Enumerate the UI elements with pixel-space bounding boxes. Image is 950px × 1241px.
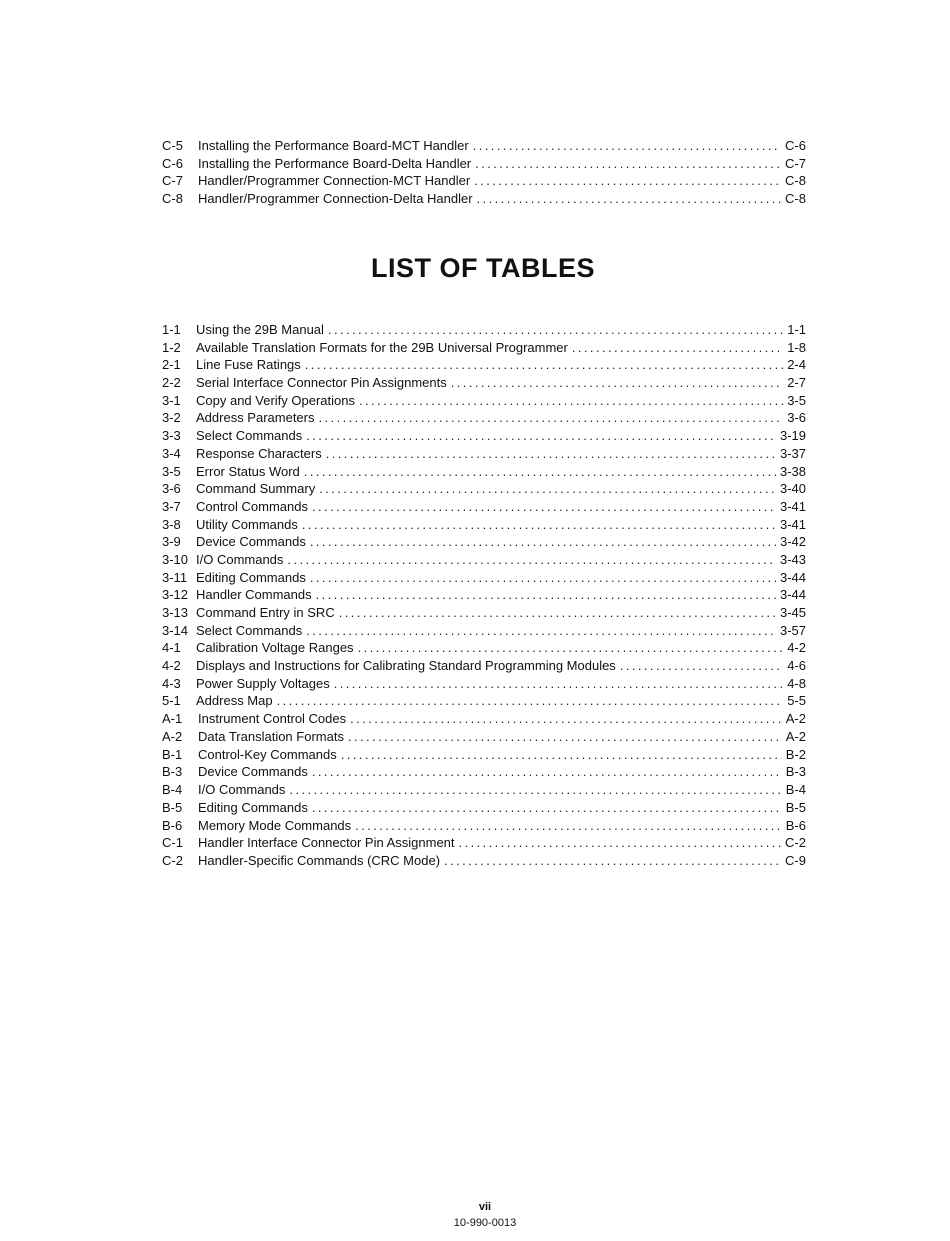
- toc-row: [162, 445, 806, 463]
- entry-page: 3-38: [779, 463, 806, 479]
- entry-number: 1-1: [162, 322, 181, 337]
- entry-page: C-8: [785, 173, 806, 189]
- entry-number: C-2: [162, 852, 183, 868]
- entry-page: 4-8: [787, 675, 806, 691]
- entry-page: 3-41: [779, 516, 806, 532]
- entry-title: Command Summary: [196, 481, 316, 497]
- entry-page: 4-2: [787, 640, 806, 656]
- dot-leader: [348, 728, 782, 746]
- entry-title: Installing the Performance Board-MCT Handler: [198, 138, 469, 153]
- toc-row: [162, 692, 806, 710]
- entry-number: 4-3: [162, 675, 181, 691]
- entry-number: 3-2: [162, 410, 181, 426]
- toc-row: [162, 137, 806, 155]
- dot-leader: [312, 799, 782, 817]
- dot-leader: [328, 321, 783, 339]
- dot-leader: [474, 172, 781, 190]
- toc-row: [162, 710, 806, 728]
- entry-number: 3-8: [162, 516, 181, 532]
- dot-leader: [572, 339, 783, 357]
- entry-number: B-5: [162, 799, 183, 815]
- entry-title: Using the 29B Manual: [196, 322, 324, 337]
- toc-row: [162, 657, 806, 675]
- page-heading: LIST OF TABLES: [371, 253, 595, 283]
- entry-number: 3-11: [162, 569, 188, 585]
- toc-row: [162, 155, 806, 173]
- entry-page: 1-8: [787, 339, 806, 355]
- entry-page: 4-6: [787, 658, 806, 674]
- toc-row: [162, 463, 806, 481]
- entry-number: 3-6: [162, 481, 181, 497]
- entry-number: B-3: [162, 764, 183, 780]
- dot-leader: [287, 551, 776, 569]
- entry-title: Handler Commands: [196, 587, 312, 603]
- list-of-tables-appendix: [162, 710, 806, 869]
- toc-row: [162, 569, 806, 587]
- list-of-tables: [162, 321, 806, 710]
- dot-leader: [319, 409, 784, 427]
- entry-page: B-2: [785, 746, 806, 762]
- entry-number: 3-12: [162, 587, 189, 603]
- toc-row: [162, 356, 806, 374]
- entry-title: Handler/Programmer Connection-Delta Handler: [198, 191, 473, 207]
- entry-number: 3-13: [162, 605, 189, 620]
- entry-title: Editing Commands: [198, 799, 308, 815]
- entry-number: 2-1: [162, 357, 181, 373]
- dot-leader: [304, 463, 776, 481]
- entry-number: 2-2: [162, 375, 181, 391]
- entry-number: 3-4: [162, 445, 181, 461]
- entry-title: Copy and Verify Operations: [196, 392, 355, 408]
- entry-number: C-1: [162, 835, 183, 851]
- entry-page: C-7: [785, 155, 806, 171]
- entry-number: A-2: [162, 729, 183, 745]
- dot-leader: [620, 657, 783, 675]
- dot-leader: [334, 675, 784, 693]
- entry-title: Address Parameters: [196, 410, 315, 426]
- entry-number: C-6: [162, 155, 183, 171]
- entry-page: A-2: [785, 729, 806, 745]
- toc-row: [162, 409, 806, 427]
- toc-row: [162, 639, 806, 657]
- entry-title: Line Fuse Ratings: [196, 357, 301, 373]
- dot-leader: [319, 480, 776, 498]
- dot-leader: [451, 374, 783, 392]
- dot-leader: [312, 498, 776, 516]
- entry-number: 3-7: [162, 498, 181, 514]
- entry-title: Error Status Word: [196, 463, 300, 479]
- toc-row: [162, 604, 806, 622]
- toc-row: [162, 799, 806, 817]
- toc-row: [162, 339, 806, 357]
- entry-number: A-1: [162, 711, 183, 727]
- entry-number: 3-14: [162, 622, 189, 638]
- page-number: vii: [478, 1201, 492, 1213]
- toc-row: [162, 498, 806, 516]
- entry-number: 4-1: [162, 640, 181, 656]
- document-number: 10-990-0013: [453, 1217, 517, 1229]
- entry-title: Calibration Voltage Ranges: [196, 640, 354, 656]
- dot-leader: [316, 586, 776, 604]
- entry-page: 2-4: [787, 357, 806, 373]
- entry-number: B-6: [162, 817, 183, 833]
- entry-page: 3-40: [779, 481, 806, 497]
- toc-row: [162, 321, 806, 339]
- list-of-figures-continued: [162, 137, 806, 208]
- entry-page: 3-44: [779, 569, 806, 585]
- entry-title: Editing Commands: [196, 569, 306, 585]
- dot-leader: [444, 852, 781, 870]
- entry-title: I/O Commands: [198, 782, 286, 798]
- entry-title: Utility Commands: [196, 516, 298, 532]
- entry-title: Available Translation Formats for the 29B Universal Programmer: [196, 339, 568, 355]
- entry-title: Control Commands: [196, 498, 308, 514]
- entry-number: 1-2: [162, 339, 181, 355]
- entry-number: C-5: [162, 138, 183, 153]
- entry-title: Instrument Control Codes: [198, 711, 347, 727]
- dot-leader: [277, 692, 784, 710]
- entry-page: B-5: [785, 799, 806, 815]
- entry-title: Displays and Instructions for Calibrating Standard Programming Modules: [196, 658, 616, 674]
- entry-title: Data Translation Formats: [198, 729, 344, 745]
- entry-title: Command Entry in SRC: [196, 605, 335, 620]
- entry-number: 3-5: [162, 463, 181, 479]
- entry-title: I/O Commands: [196, 551, 284, 567]
- entry-page: B-3: [785, 764, 806, 780]
- entry-title: Control-Key Commands: [198, 746, 337, 762]
- toc-row: [162, 746, 806, 764]
- entry-page: 3-45: [779, 605, 806, 620]
- entry-title: Address Map: [196, 693, 273, 709]
- entry-page: C-9: [785, 852, 806, 868]
- entry-title: Serial Interface Connector Pin Assignments: [196, 375, 447, 391]
- entry-page: 1-1: [787, 322, 806, 337]
- entry-page: A-2: [785, 711, 806, 727]
- dot-leader: [473, 137, 781, 155]
- entry-title: Device Commands: [198, 764, 308, 780]
- dot-leader: [475, 155, 781, 173]
- entry-title: Select Commands: [196, 428, 303, 444]
- entry-title: Handler Interface Connector Pin Assignment: [198, 835, 455, 851]
- toc-row: [162, 728, 806, 746]
- entry-page: 3-6: [787, 410, 806, 426]
- toc-row: [162, 516, 806, 534]
- toc-row: [162, 551, 806, 569]
- entry-page: 3-5: [787, 392, 806, 408]
- dot-leader: [358, 639, 784, 657]
- entry-page: 3-41: [779, 498, 806, 514]
- toc-row: [162, 817, 806, 835]
- entry-page: 3-43: [779, 551, 806, 567]
- toc-row: [162, 533, 806, 551]
- entry-number: 3-3: [162, 428, 181, 444]
- dot-leader: [341, 746, 782, 764]
- toc-row: [162, 852, 806, 870]
- dot-leader: [310, 569, 776, 587]
- entry-page: C-6: [785, 138, 806, 153]
- entry-page: C-2: [785, 835, 806, 851]
- dot-leader: [306, 427, 776, 445]
- toc-row: [162, 190, 806, 208]
- entry-page: 3-19: [779, 428, 806, 444]
- toc-row: [162, 392, 806, 410]
- toc-row: [162, 480, 806, 498]
- entry-number: B-4: [162, 782, 183, 798]
- entry-number: 3-9: [162, 534, 181, 550]
- toc-row: [162, 834, 806, 852]
- dot-leader: [312, 763, 782, 781]
- entry-number: 4-2: [162, 658, 181, 674]
- entry-page: 2-7: [787, 375, 806, 391]
- toc-row: [162, 586, 806, 604]
- dot-leader: [305, 356, 783, 374]
- toc-row: [162, 622, 806, 640]
- toc-row: [162, 172, 806, 190]
- entry-title: Select Commands: [196, 622, 303, 638]
- dot-leader: [350, 710, 782, 728]
- entry-number: 3-1: [162, 392, 181, 408]
- entry-number: 5-1: [162, 693, 181, 709]
- toc-row: [162, 781, 806, 799]
- toc-row: [162, 427, 806, 445]
- entry-page: 3-44: [779, 587, 806, 603]
- entry-title: Response Characters: [196, 445, 322, 461]
- entry-page: 3-42: [779, 534, 806, 550]
- entry-number: 3-10: [162, 551, 189, 567]
- toc-row: [162, 374, 806, 392]
- entry-page: B-6: [785, 817, 806, 833]
- entry-number: C-7: [162, 173, 183, 189]
- dot-leader: [477, 190, 781, 208]
- dot-leader: [306, 622, 776, 640]
- dot-leader: [339, 604, 776, 622]
- entry-title: Installing the Performance Board-Delta Handler: [198, 155, 472, 171]
- toc-row: [162, 675, 806, 693]
- entry-page: 3-57: [779, 622, 806, 638]
- dot-leader: [359, 392, 783, 410]
- dot-leader: [310, 533, 776, 551]
- dot-leader: [459, 834, 782, 852]
- entry-page: B-4: [785, 782, 806, 798]
- entry-number: C-8: [162, 191, 183, 207]
- entry-title: Power Supply Voltages: [196, 675, 330, 691]
- toc-row: [162, 763, 806, 781]
- entry-page: 5-5: [787, 693, 806, 709]
- entry-title: Handler/Programmer Connection-MCT Handler: [198, 173, 471, 189]
- entry-title: Memory Mode Commands: [198, 817, 352, 833]
- dot-leader: [326, 445, 776, 463]
- entry-title: Handler-Specific Commands (CRC Mode): [198, 852, 441, 868]
- entry-page: 3-37: [779, 445, 806, 461]
- entry-number: B-1: [162, 746, 183, 762]
- dot-leader: [302, 516, 776, 534]
- dot-leader: [289, 781, 781, 799]
- entry-page: C-8: [785, 191, 806, 207]
- entry-title: Device Commands: [196, 534, 306, 550]
- dot-leader: [355, 817, 782, 835]
